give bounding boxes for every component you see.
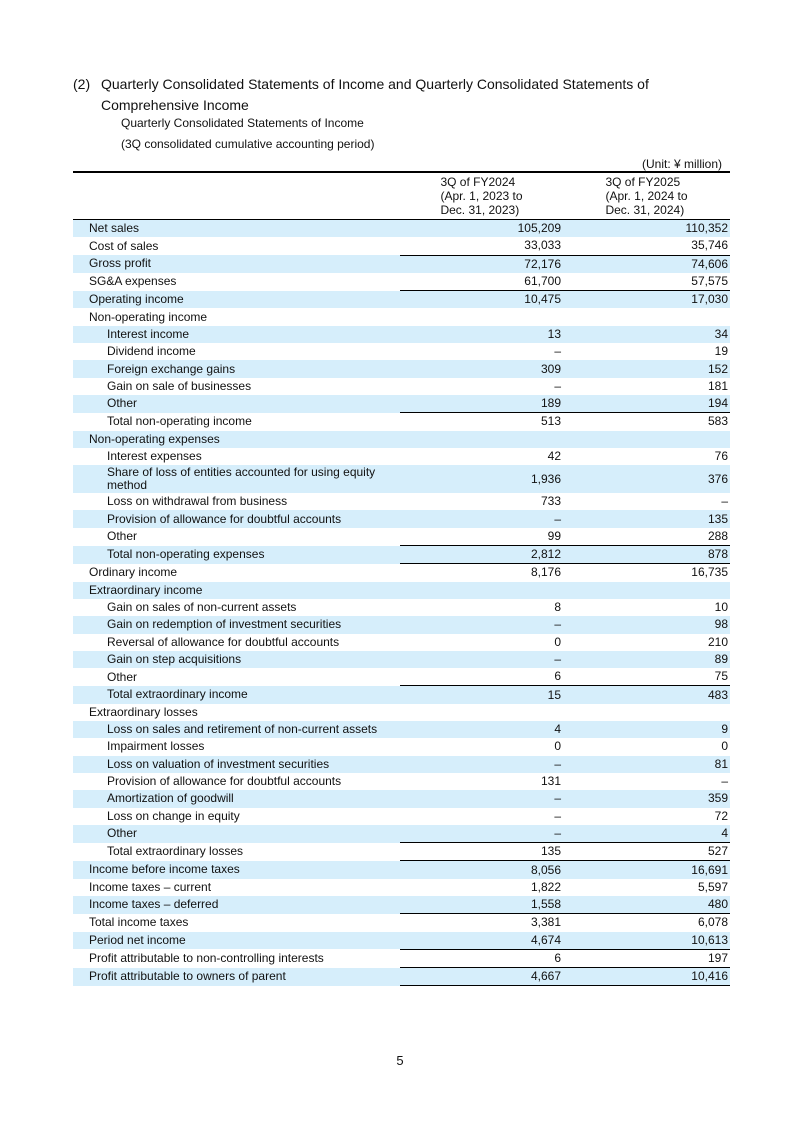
value-fy2024: – (400, 651, 563, 668)
value-fy2025 (563, 431, 730, 448)
row-label: Profit attributable to non-controlling interests (89, 951, 324, 966)
value-fy2024: 13 (400, 326, 563, 343)
value-fy2025: 72 (714, 808, 728, 823)
table-row (73, 756, 730, 773)
row-label: Ordinary income (89, 565, 178, 580)
value-fy2025: 17,030 (563, 291, 730, 309)
value-fy2024 (400, 582, 563, 599)
table-row (73, 721, 730, 738)
value-fy2025: 9 (563, 721, 730, 738)
row-label: Loss on withdrawal from business (107, 494, 288, 509)
value-fy2024: 2,812 (400, 546, 563, 564)
value-fy2024: 131 (540, 774, 561, 789)
value-fy2024: 8,176 (400, 564, 563, 582)
row-label: Gross profit (73, 255, 400, 273)
table-header-row (73, 172, 730, 220)
value-fy2025: 57,575 (691, 274, 728, 289)
row-label: Share of loss of entities accounted for using equity method (73, 465, 400, 493)
value-fy2024: 4 (400, 721, 563, 738)
section-number: (2) (73, 76, 91, 92)
value-fy2025: 10 (714, 600, 728, 615)
value-fy2025: 5,597 (697, 879, 728, 894)
table-row (73, 564, 730, 582)
value-fy2025: 10,613 (563, 932, 730, 950)
value-fy2025: 583 (563, 413, 730, 431)
row-label: Total non-operating income (107, 414, 252, 429)
value-fy2024: 0 (554, 739, 561, 754)
row-label: Period net income (73, 932, 400, 950)
row-label: Extraordinary income (73, 582, 400, 599)
value-fy2025: 376 (563, 465, 730, 493)
value-fy2025: 4 (563, 825, 730, 843)
value-fy2025: 194 (563, 395, 730, 413)
row-label: Non-operating expenses (73, 431, 400, 448)
table-row (73, 395, 730, 413)
row-label: Other (107, 529, 138, 544)
value-fy2025: 98 (563, 616, 730, 633)
table-row (73, 599, 730, 616)
table-row (73, 255, 730, 273)
value-fy2025: 74,606 (563, 255, 730, 273)
row-label: Gain on sale of businesses (107, 378, 252, 393)
header-fy2025-line3: Dec. 31, 2024) (605, 203, 685, 217)
table-row (73, 773, 730, 790)
table-row (73, 634, 730, 651)
value-fy2025: 527 (563, 843, 730, 861)
row-label: Gain on sales of non-current assets (107, 600, 297, 615)
table-row (73, 843, 730, 861)
table-row (73, 668, 730, 686)
table-row (73, 326, 730, 343)
value-fy2025: 135 (563, 510, 730, 527)
value-fy2024: 6 (400, 949, 563, 967)
value-fy2024: 8 (554, 600, 561, 615)
value-fy2024 (400, 431, 563, 448)
value-fy2024: 1,558 (400, 896, 563, 914)
section-title-line-1: Quarterly Consolidated Statements of Income and Quarterly Consolidated Statements of (101, 76, 649, 92)
value-fy2024: 33,033 (524, 238, 561, 253)
row-label: Total extraordinary income (73, 686, 400, 704)
value-fy2025: 0 (721, 739, 728, 754)
row-label: Total non-operating expenses (73, 546, 400, 564)
value-fy2024: 10,475 (400, 291, 563, 309)
value-fy2024: – (554, 378, 561, 393)
value-fy2025: 210 (707, 634, 728, 649)
page-number: 5 (396, 1053, 404, 1068)
table-row (73, 790, 730, 807)
value-fy2025: 19 (714, 344, 728, 359)
value-fy2024: 15 (400, 686, 563, 704)
value-fy2024: – (554, 344, 561, 359)
value-fy2025: – (721, 774, 728, 789)
table-row (73, 738, 730, 755)
row-label: SG&A expenses (89, 274, 177, 289)
value-fy2024: 0 (554, 634, 561, 649)
table-row (73, 360, 730, 377)
row-label: Provision of allowance for doubtful accounts (107, 774, 342, 789)
section-title-line-2: Comprehensive Income (101, 97, 249, 113)
row-label: Impairment losses (107, 739, 205, 754)
row-label: Net sales (73, 220, 400, 238)
table-row (73, 431, 730, 448)
row-label: Gain on step acquisitions (73, 651, 400, 668)
value-fy2025: 110,352 (563, 220, 730, 238)
value-fy2024: 4,667 (400, 968, 563, 986)
table-row (73, 949, 730, 967)
header-fy2025 (563, 172, 730, 220)
income-statement-table (73, 171, 730, 986)
table-row (73, 465, 730, 493)
value-fy2025: 16,691 (563, 861, 730, 879)
table-row (73, 273, 730, 291)
value-fy2024: – (400, 790, 563, 807)
value-fy2025 (563, 308, 730, 325)
row-label: Reversal of allowance for doubtful accounts (107, 634, 340, 649)
row-label: Cost of sales (89, 238, 159, 253)
value-fy2024: 309 (400, 360, 563, 377)
header-fy2024 (400, 172, 563, 220)
table-row (73, 968, 730, 986)
heading-line-1 (73, 74, 733, 95)
row-label: Income taxes – current (89, 879, 212, 894)
table-row (73, 493, 730, 510)
value-fy2024: 135 (400, 843, 563, 861)
row-label: Extraordinary losses (89, 704, 198, 719)
table-row (73, 546, 730, 564)
table-row (73, 291, 730, 309)
row-label: Total extraordinary losses (107, 844, 244, 859)
table-row (73, 914, 730, 932)
table-row (73, 932, 730, 950)
header-fy2025-line2: (Apr. 1, 2024 to (605, 189, 688, 203)
table-row (73, 528, 730, 546)
row-label: Amortization of goodwill (73, 790, 400, 807)
value-fy2025: 152 (563, 360, 730, 377)
row-label: Income taxes – deferred (73, 896, 400, 914)
table-row (73, 582, 730, 599)
row-label: Gain on redemption of investment securities (73, 616, 400, 633)
row-label: Loss on sales and retirement of non-current assets (73, 721, 400, 738)
value-fy2025: 34 (563, 326, 730, 343)
header-fy2024-line1: 3Q of FY2024 (440, 175, 516, 189)
value-fy2025: 181 (707, 378, 728, 393)
value-fy2024: 6 (554, 669, 561, 684)
value-fy2025: 81 (563, 756, 730, 773)
value-fy2024: 72,176 (400, 255, 563, 273)
table-row (73, 879, 730, 896)
value-fy2025: 288 (707, 528, 728, 543)
row-label: Other (73, 825, 400, 843)
table-row (73, 825, 730, 843)
value-fy2025: 89 (563, 651, 730, 668)
row-label: Interest expenses (107, 449, 202, 463)
unit-label: (Unit: ¥ million) (641, 157, 722, 171)
value-fy2025: 75 (714, 669, 728, 684)
table-row (73, 616, 730, 633)
table-row (73, 686, 730, 704)
row-label: Income before income taxes (73, 861, 400, 879)
row-label: Loss on change in equity (107, 808, 240, 823)
table-row (73, 896, 730, 914)
value-fy2024: – (554, 808, 561, 823)
row-label: Dividend income (107, 344, 196, 359)
value-fy2024: 3,381 (400, 914, 563, 932)
row-label: Foreign exchange gains (73, 360, 400, 377)
value-fy2025: – (721, 494, 728, 509)
row-label: Other (73, 395, 400, 413)
table-row (73, 220, 730, 238)
value-fy2024: – (400, 510, 563, 527)
value-fy2025 (563, 582, 730, 599)
table-row (73, 861, 730, 879)
period-note: (3Q consolidated cumulative accounting period) (121, 137, 375, 151)
value-fy2025: 35,746 (691, 238, 728, 253)
value-fy2025: 6,078 (563, 914, 730, 932)
value-fy2024: 513 (400, 413, 563, 431)
section-heading (73, 74, 733, 116)
value-fy2024: 42 (547, 449, 561, 463)
header-fy2025-line1: 3Q of FY2025 (605, 175, 681, 189)
table-row (73, 704, 730, 721)
header-fy2024-line3: Dec. 31, 2023) (440, 203, 520, 217)
value-fy2025: 878 (563, 546, 730, 564)
value-fy2025: 483 (563, 686, 730, 704)
header-fy2024-line2: (Apr. 1, 2023 to (440, 189, 523, 203)
value-fy2024: 733 (540, 494, 561, 509)
value-fy2025: 16,735 (563, 564, 730, 582)
value-fy2024: 4,674 (400, 932, 563, 950)
row-label: Non-operating income (89, 309, 208, 324)
value-fy2025: 359 (563, 790, 730, 807)
value-fy2024: – (400, 616, 563, 633)
value-fy2025 (563, 704, 730, 721)
row-label: Interest income (73, 326, 400, 343)
table-row (73, 343, 730, 360)
value-fy2024 (400, 704, 563, 721)
value-fy2024: 8,056 (400, 861, 563, 879)
row-label: Other (107, 669, 138, 684)
table-row (73, 510, 730, 527)
value-fy2024: 99 (547, 528, 561, 543)
value-fy2024: 105,209 (400, 220, 563, 238)
table-row (73, 378, 730, 395)
table-row (73, 448, 730, 465)
value-fy2024: 189 (400, 395, 563, 413)
header-label-cell (73, 172, 400, 220)
row-label: Total income taxes (89, 915, 189, 930)
value-fy2025: 197 (563, 949, 730, 967)
value-fy2025: 480 (563, 896, 730, 914)
row-label: Profit attributable to owners of parent (73, 968, 400, 986)
value-fy2024: – (400, 825, 563, 843)
value-fy2024: 61,700 (524, 274, 561, 289)
row-label: Operating income (73, 291, 400, 309)
table-row (73, 413, 730, 431)
table-row (73, 308, 730, 325)
row-label: Loss on valuation of investment securities (73, 756, 400, 773)
value-fy2025: 10,416 (563, 968, 730, 986)
value-fy2024: 1,822 (530, 879, 561, 894)
value-fy2024: 1,936 (400, 465, 563, 493)
row-label: Provision of allowance for doubtful accounts (73, 510, 400, 527)
value-fy2024 (400, 308, 563, 325)
table-row (73, 808, 730, 825)
statement-subtitle: Quarterly Consolidated Statements of Income (121, 116, 364, 130)
value-fy2025: 76 (714, 449, 728, 463)
value-fy2024: – (400, 756, 563, 773)
table-row (73, 237, 730, 255)
table-row (73, 651, 730, 668)
